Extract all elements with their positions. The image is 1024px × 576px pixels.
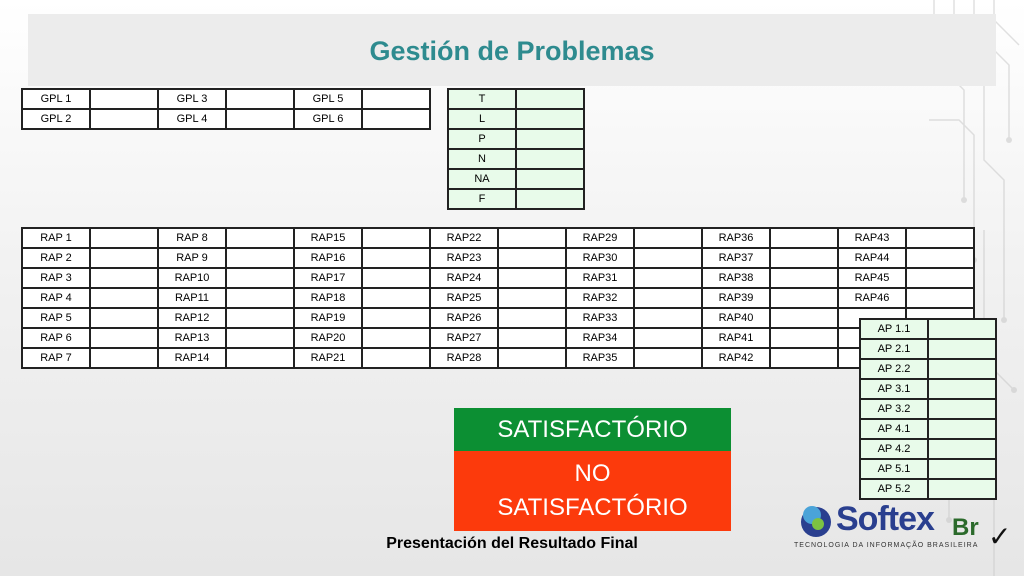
rating-label-cell: P <box>448 129 516 149</box>
gpl-value-cell <box>362 109 430 129</box>
rap-value-cell <box>770 308 838 328</box>
table-row <box>22 268 974 288</box>
ap-label-cell: AP 3.2 <box>860 399 928 419</box>
table-row <box>22 328 974 348</box>
rap-value-cell <box>498 348 566 368</box>
rap-value-cell <box>498 268 566 288</box>
rap-value-cell <box>226 248 294 268</box>
rating-value-cell <box>516 89 584 109</box>
rap-value-cell <box>226 308 294 328</box>
ap-label-cell: AP 2.1 <box>860 339 928 359</box>
rating-label-cell: F <box>448 189 516 209</box>
rating-label-cell: T <box>448 89 516 109</box>
rap-label-cell: RAP 1 <box>22 228 90 248</box>
rap-value-cell <box>906 268 974 288</box>
table-row <box>22 228 974 248</box>
table-row <box>448 169 584 189</box>
rap-label-cell: RAP 9 <box>158 248 226 268</box>
rap-value-cell <box>634 348 702 368</box>
ap-value-cell <box>928 379 996 399</box>
rating-label-cell: N <box>448 149 516 169</box>
rap-label-cell: RAP 6 <box>22 328 90 348</box>
check-icon: ✓ <box>988 521 1012 552</box>
rap-value-cell <box>90 328 158 348</box>
table-row <box>860 319 996 339</box>
rap-label-cell: RAP15 <box>294 228 362 248</box>
rap-value-cell <box>634 268 702 288</box>
softex-globe-icon <box>798 500 838 544</box>
ap-label-cell: AP 3.1 <box>860 379 928 399</box>
gpl-value-cell <box>226 89 294 109</box>
gpl-value-cell <box>362 89 430 109</box>
rap-label-cell: RAP40 <box>702 308 770 328</box>
rap-label-cell: RAP24 <box>430 268 498 288</box>
rating-value-cell <box>516 129 584 149</box>
rap-value-cell <box>498 308 566 328</box>
logo-tagline: TECNOLOGIA DA INFORMAÇÃO BRASILEIRA <box>794 542 979 549</box>
rap-value-cell <box>634 288 702 308</box>
rap-label-cell: RAP42 <box>702 348 770 368</box>
rap-label-cell: RAP16 <box>294 248 362 268</box>
rap-value-cell <box>498 288 566 308</box>
rap-label-cell: RAP34 <box>566 328 634 348</box>
rap-label-cell: RAP28 <box>430 348 498 368</box>
rap-value-cell <box>226 228 294 248</box>
rap-value-cell <box>634 328 702 348</box>
satisfactory-legend: SATISFACTÓRIO <box>454 408 731 451</box>
table-row <box>22 248 974 268</box>
rap-value-cell <box>226 268 294 288</box>
ap-value-cell <box>928 419 996 439</box>
table-row <box>860 419 996 439</box>
gpl-label-cell: GPL 2 <box>22 109 90 129</box>
rap-label-cell: RAP 3 <box>22 268 90 288</box>
table-row <box>22 109 430 129</box>
rap-value-cell <box>362 248 430 268</box>
rating-value-cell <box>516 169 584 189</box>
rap-label-cell: RAP37 <box>702 248 770 268</box>
ap-value-cell <box>928 339 996 359</box>
ap-label-cell: AP 4.1 <box>860 419 928 439</box>
rap-value-cell <box>90 348 158 368</box>
table-row <box>448 149 584 169</box>
page-title: Gestión de Problemas <box>369 36 655 66</box>
rap-label-cell: RAP 2 <box>22 248 90 268</box>
rap-label-cell: RAP26 <box>430 308 498 328</box>
rap-value-cell <box>634 308 702 328</box>
gpl-table <box>21 88 431 130</box>
ap-label-cell: AP 5.1 <box>860 459 928 479</box>
ap-label-cell: AP 2.2 <box>860 359 928 379</box>
rap-label-cell: RAP27 <box>430 328 498 348</box>
title-band <box>28 14 996 86</box>
rap-value-cell <box>226 328 294 348</box>
ap-label-cell: AP 5.2 <box>860 479 928 499</box>
rap-label-cell: RAP29 <box>566 228 634 248</box>
rap-label-cell: RAP10 <box>158 268 226 288</box>
table-row <box>448 189 584 209</box>
rap-value-cell <box>362 268 430 288</box>
rap-label-cell: RAP41 <box>702 328 770 348</box>
footer-caption: Presentación del Resultado Final <box>386 535 638 552</box>
rap-label-cell: RAP17 <box>294 268 362 288</box>
rap-value-cell <box>90 228 158 248</box>
rap-label-cell: RAP33 <box>566 308 634 328</box>
rap-value-cell <box>906 248 974 268</box>
rap-value-cell <box>498 248 566 268</box>
table-row <box>860 379 996 399</box>
table-row <box>448 109 584 129</box>
rap-value-cell <box>770 228 838 248</box>
ap-label-cell: AP 1.1 <box>860 319 928 339</box>
rap-value-cell <box>498 228 566 248</box>
table-row <box>860 359 996 379</box>
rap-label-cell: RAP14 <box>158 348 226 368</box>
table-row <box>860 439 996 459</box>
rap-value-cell <box>770 268 838 288</box>
rap-label-cell: RAP32 <box>566 288 634 308</box>
rating-label-cell: NA <box>448 169 516 189</box>
rap-label-cell: RAP12 <box>158 308 226 328</box>
gpl-label-cell: GPL 1 <box>22 89 90 109</box>
gpl-value-cell <box>90 109 158 129</box>
rating-value-cell <box>516 189 584 209</box>
table-row <box>860 459 996 479</box>
softex-logo <box>792 494 1022 564</box>
table-row <box>22 89 430 109</box>
table-row <box>860 339 996 359</box>
rap-label-cell: RAP11 <box>158 288 226 308</box>
gpl-label-cell: GPL 3 <box>158 89 226 109</box>
rap-label-cell: RAP30 <box>566 248 634 268</box>
rap-value-cell <box>906 228 974 248</box>
rap-value-cell <box>226 288 294 308</box>
logo-suffix: Br <box>952 514 979 541</box>
rap-value-cell <box>770 328 838 348</box>
rap-value-cell <box>362 228 430 248</box>
gpl-value-cell <box>226 109 294 129</box>
rap-value-cell <box>362 288 430 308</box>
tlpn-table <box>447 88 585 210</box>
rap-value-cell <box>90 288 158 308</box>
rap-label-cell: RAP 4 <box>22 288 90 308</box>
rap-label-cell: RAP39 <box>702 288 770 308</box>
rap-value-cell <box>362 348 430 368</box>
rap-label-cell: RAP 8 <box>158 228 226 248</box>
rap-value-cell <box>770 348 838 368</box>
ap-label-cell: AP 4.2 <box>860 439 928 459</box>
rap-value-cell <box>770 288 838 308</box>
table-row <box>448 129 584 149</box>
ap-value-cell <box>928 439 996 459</box>
rap-value-cell <box>90 308 158 328</box>
rap-label-cell: RAP38 <box>702 268 770 288</box>
rap-value-cell <box>770 248 838 268</box>
gpl-label-cell: GPL 4 <box>158 109 226 129</box>
rap-label-cell: RAP21 <box>294 348 362 368</box>
rap-label-cell: RAP22 <box>430 228 498 248</box>
rating-label-cell: L <box>448 109 516 129</box>
rap-label-cell: RAP31 <box>566 268 634 288</box>
table-row <box>448 89 584 109</box>
ap-table <box>859 318 997 500</box>
rap-label-cell: RAP36 <box>702 228 770 248</box>
rap-value-cell <box>634 228 702 248</box>
rap-label-cell: RAP46 <box>838 288 906 308</box>
rating-value-cell <box>516 149 584 169</box>
rap-label-cell: RAP23 <box>430 248 498 268</box>
ap-value-cell <box>928 319 996 339</box>
ap-value-cell <box>928 359 996 379</box>
not-satisfactory-legend <box>454 451 731 531</box>
rap-label-cell: RAP20 <box>294 328 362 348</box>
not-satisfactory-line-1: NO <box>574 460 611 487</box>
rating-value-cell <box>516 109 584 129</box>
table-row <box>22 308 974 328</box>
rap-label-cell: RAP18 <box>294 288 362 308</box>
not-satisfactory-line-2: SATISFACTÓRIO <box>497 494 688 521</box>
rap-label-cell: RAP19 <box>294 308 362 328</box>
gpl-value-cell <box>90 89 158 109</box>
rap-value-cell <box>634 248 702 268</box>
rap-label-cell: RAP 7 <box>22 348 90 368</box>
rap-label-cell: RAP25 <box>430 288 498 308</box>
gpl-label-cell: GPL 5 <box>294 89 362 109</box>
rap-value-cell <box>226 348 294 368</box>
rap-label-cell: RAP44 <box>838 248 906 268</box>
rap-value-cell <box>362 328 430 348</box>
rap-label-cell: RAP45 <box>838 268 906 288</box>
rap-label-cell: RAP 5 <box>22 308 90 328</box>
ap-value-cell <box>928 459 996 479</box>
rap-label-cell: RAP43 <box>838 228 906 248</box>
ap-value-cell <box>928 399 996 419</box>
rap-table <box>21 227 975 369</box>
rap-value-cell <box>362 308 430 328</box>
rap-value-cell <box>90 268 158 288</box>
table-row <box>22 288 974 308</box>
logo-brand: Softex <box>836 500 934 538</box>
rap-value-cell <box>498 328 566 348</box>
rap-value-cell <box>906 288 974 308</box>
table-row <box>860 399 996 419</box>
rap-label-cell: RAP13 <box>158 328 226 348</box>
table-row <box>22 348 974 368</box>
gpl-label-cell: GPL 6 <box>294 109 362 129</box>
rap-label-cell: RAP35 <box>566 348 634 368</box>
rap-value-cell <box>90 248 158 268</box>
